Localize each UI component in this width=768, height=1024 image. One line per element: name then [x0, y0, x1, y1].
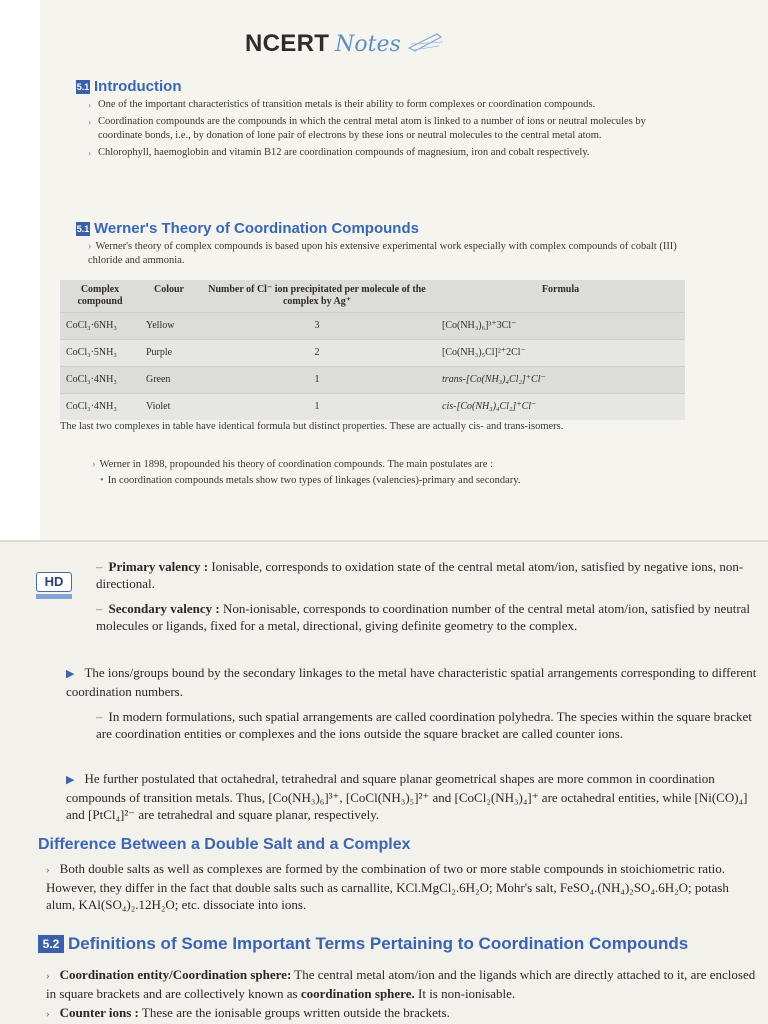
table-cell: [Co(NH₃)₆]³⁺3Cl⁻ [436, 313, 685, 340]
section-5-2-title: Definitions of Some Important Terms Pertaining to Coordination Compounds [68, 934, 689, 953]
top-page [40, 0, 768, 540]
definition-coordination-entity: › Coordination entity/Coordination sphere: The central metal atom/ion and the ligands which are directly attached to it, are enclosed in square brackets and are collectively known as coordination sphere. It is non-ionisable. [46, 967, 756, 1001]
intro-heading [76, 78, 181, 95]
table-cell: Yellow [140, 313, 198, 340]
isomer-note: The last two complexes in table have identical formula but distinct properties. These are actually cis- and trans-isomers. [60, 421, 564, 432]
definition-counter-ions: › Counter ions : These are the ionisable groups written outside the brackets. [46, 1005, 450, 1020]
bottom-page [0, 540, 768, 1024]
section-number: 5.1 [76, 81, 90, 92]
table-header-row [60, 280, 685, 313]
bullet-icon: › [88, 148, 91, 158]
table-row [60, 313, 685, 340]
table-cell: Violet [140, 393, 198, 420]
bullet-icon: › [92, 459, 96, 470]
column-header: Colour [154, 284, 184, 295]
table-cell: CoCl₃·6NH₃ [60, 313, 140, 340]
table-cell: Purple [140, 339, 198, 366]
table-cell: Green [140, 366, 198, 393]
table-row [60, 393, 685, 420]
postulate-2: ▶ The ions/groups bound by the secondary linkages to the metal have characteristic spatial arrangements corresponding to different coordination numbers. [66, 665, 757, 699]
table-cell: 3 [198, 313, 436, 340]
dash-icon: – [96, 709, 103, 724]
chevron-right-icon: › [46, 1008, 50, 1020]
dash-icon: – [96, 601, 103, 616]
pen-icon [407, 30, 447, 59]
table-cell: trans-[Co(NH₃)₄Cl₂]⁺Cl⁻ [436, 366, 685, 393]
arrow-bullet-icon: ▶ [66, 774, 75, 786]
secondary-valency: – Secondary valency : Non-ionisable, corresponds to coordination number of the central metal atom/ion, satisfied by neutral molecules or ligands, fixed for a metal, directional, giving definite geometry to the complex. [96, 601, 751, 633]
primary-valency: – Primary valency : Ionisable, corresponds to oxidation state of the central metal atom/ion, satisfied by negative ions, non-directional. [96, 559, 744, 591]
table-row [60, 366, 685, 393]
dash-icon: – [96, 559, 103, 574]
section-number: 5.1 [76, 223, 90, 234]
werner-title: Werner's Theory of Coordination Compounds [94, 220, 419, 237]
table-row [60, 339, 685, 366]
brand-title: NCERT [245, 30, 330, 57]
table-cell: 2 [198, 339, 436, 366]
chevron-right-icon: › [46, 970, 50, 982]
section-5-2-heading [38, 934, 688, 954]
werner-heading [76, 220, 419, 237]
bullet-icon: › [88, 117, 91, 127]
column-header: Number of Cl⁻ ion precipitated per molecule of the complex by Ag⁺ [208, 284, 426, 307]
table-cell: 1 [198, 393, 436, 420]
postulate-3: ▶ He further postulated that octahedral, tetrahedral and square planar geometrical shapes are more common in coordination compounds of transition metals. Thus, [Co(NH₃)₆]³⁺, [CoCl(NH₃)₅]²⁺ and [CoCl₂(NH₃)₄]⁺ are octahedral entities, while [Ni(CO)₄] and [PtCl₄]²⁻ are tetrahedral and square planar, respectively. [66, 771, 748, 822]
table-cell: 1 [198, 366, 436, 393]
werner-lead: › Werner's theory of complex compounds is based upon his extensive experimental work especially with complex compounds of cobalt (III) chloride and ammonia. [88, 241, 677, 266]
table-cell: CoCl₃·4NH₃ [60, 393, 140, 420]
term: Secondary valency : [108, 601, 220, 616]
brand-subtitle: Notes [335, 31, 401, 57]
term: Coordination entity/Coordination sphere: [59, 967, 292, 982]
bullet-icon: › [88, 241, 92, 252]
page-header [245, 22, 545, 66]
bullet-icon: › [88, 100, 91, 110]
column-header: Formula [541, 284, 580, 295]
table-cell: [Co(NH₃)₅Cl]²⁺2Cl⁻ [436, 339, 685, 366]
logo-bar [36, 594, 72, 599]
intro-title: Introduction [94, 78, 182, 95]
list-item: › One of the important characteristics of transition metals is their ability to form complexes or coordination compounds. [88, 99, 596, 110]
table-cell: cis-[Co(NH₃)₄Cl₂]⁺Cl⁻ [436, 393, 685, 420]
bullet-icon: • [100, 475, 104, 486]
chevron-right-icon: › [46, 864, 50, 876]
table-cell: CoCl₃·4NH₃ [60, 366, 140, 393]
table-cell: CoCl₃·5NH₃ [60, 339, 140, 366]
postulate-2-sub: – In modern formulations, such spatial arrangements are called coordination polyhedra. The species within the square bracket are coordination entities or complexes and the ions outside the square bracket are called counter ions. [96, 709, 752, 741]
postulate-1: • In coordination compounds metals show two types of linkages (valencies)-primary and secondary. [100, 475, 521, 486]
list-item: › Coordination compounds are the compounds in which the central metal atom is linked to a number of ions or neutral molecules by coordinate bonds, i.e., by donation of lone pair of electrons by these ions or neutral molecules to the central metal atom. [88, 116, 646, 141]
column-header: Complex compound [77, 284, 123, 307]
werner-table [60, 280, 685, 420]
hd-logo: HD [36, 572, 72, 592]
difference-heading: Difference Between a Double Salt and a Complex [38, 836, 411, 853]
page-gutter [0, 0, 40, 540]
difference-text: › Both double salts as well as complexes are formed by the combination of two or more stable compounds in stoichiometric ratio. However, they differ in the fact that double salts such as carnallite, KCl.MgCl₂.6H₂O; Mohr's salt, FeSO₄.(NH₄)₂SO₄.6H₂O; potash alum, KAl(SO₄)₂.12H₂O; etc. dissociate into ions. [46, 861, 729, 912]
section-number: 5.2 [38, 935, 64, 953]
list-item: › Chlorophyll, haemoglobin and vitamin B12 are coordination compounds of magnesium, iron and cobalt respectively. [88, 147, 590, 158]
postulates-intro: › Werner in 1898, propounded his theory of coordination compounds. The main postulates are : [92, 459, 493, 470]
arrow-bullet-icon: ▶ [66, 668, 75, 680]
term: Primary valency : [108, 559, 209, 574]
term: Counter ions : [59, 1005, 139, 1020]
intro-bullets [88, 98, 688, 163]
